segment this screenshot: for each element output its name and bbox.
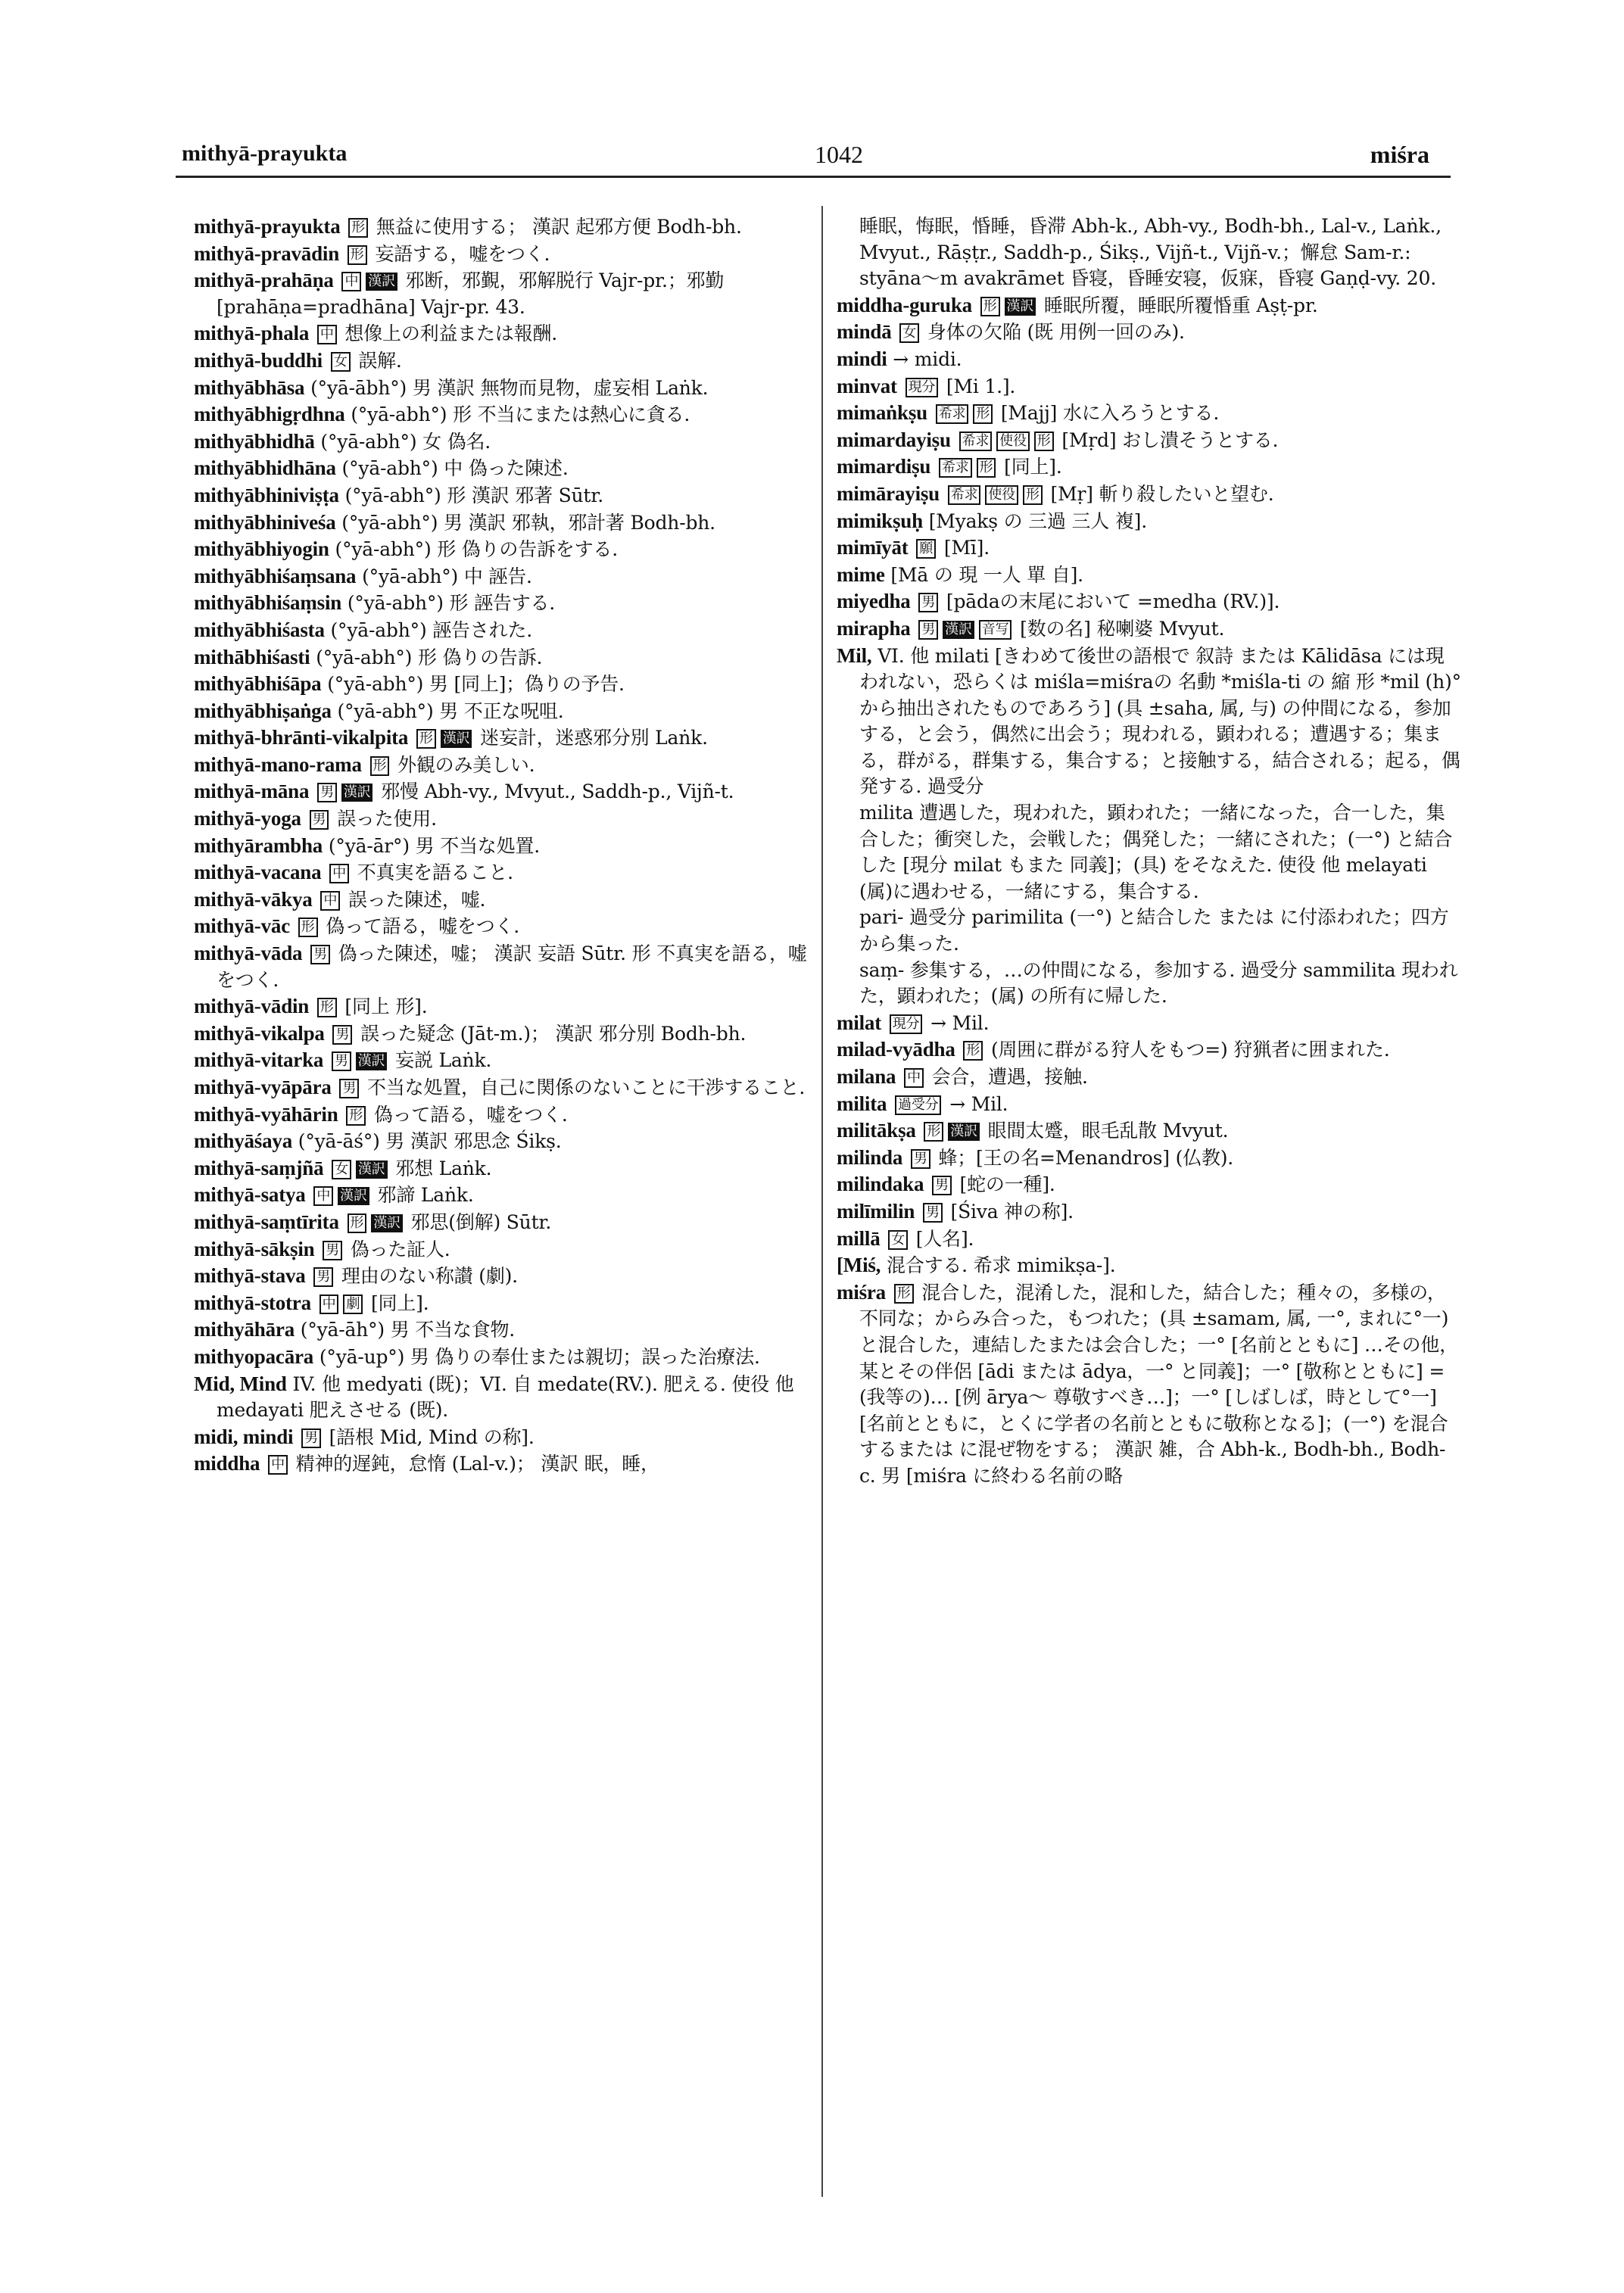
grammar-tag: 漢訳 [1005, 298, 1036, 316]
headword: mithyā-pravādin [194, 241, 340, 265]
definition-text: 精神的遅鈍，怠惰 (Lal-v.)； 漢訳 眠，睡， [289, 1453, 659, 1475]
headword: mithyā-satya [194, 1183, 306, 1207]
definition-text: 想像上の利益または報酬. [338, 322, 557, 345]
grammar-tag: 男 [310, 945, 330, 964]
grammar-tag: 女 [899, 323, 919, 343]
headword: mithyā-vāda [194, 942, 303, 965]
headword: mithyā-mano-rama [194, 752, 362, 776]
headword: milita [837, 1092, 887, 1115]
definition-text: [pādaの末尾において =medha (RV.)]. [940, 590, 1280, 613]
dictionary-entry [837, 453, 1461, 481]
dictionary-entry [837, 1145, 1461, 1172]
definition-text: 誤った使用. [331, 808, 437, 830]
dictionary-entry [194, 213, 815, 241]
dictionary-entry [194, 1155, 815, 1182]
definition-text: [Mi 1.]. [940, 375, 1016, 397]
definition-text: [数の名] 秘喇婆 Mvyut. [1014, 617, 1225, 640]
definition-text: (°yā-abh°) 形 偽りの告訴. [316, 646, 543, 668]
definition-text: 睡眠所覆，睡眠所覆惛重 Aṣṭ-pr. [1038, 294, 1318, 316]
grammar-tag: 希求 [959, 431, 993, 451]
definition-text: (°yā-abh°) 形 誣告する. [347, 592, 556, 615]
dictionary-entry [194, 886, 815, 914]
grammar-tag: 中 [317, 325, 337, 344]
dictionary-entry [837, 1117, 1461, 1145]
dictionary-entry [194, 1182, 815, 1209]
dictionary-entry [194, 482, 815, 509]
grammar-tag: 形 [348, 245, 367, 265]
headword: mimīyāt [837, 536, 909, 559]
headword: mimārayiṣu [837, 481, 940, 505]
grammar-tag: 男 [323, 1241, 342, 1260]
definition-text: [Mṛd] おし潰そうとする. [1055, 428, 1279, 451]
definition-text: 偽って語る，嘘をつく. [320, 915, 520, 938]
definition-text: [蛇の一種]. [953, 1173, 1055, 1196]
definition-text: → Mil. [943, 1092, 1008, 1115]
definition-text: [同上]. [365, 1291, 429, 1314]
dictionary-entry [837, 1279, 1461, 1490]
grammar-tag: 女 [888, 1230, 908, 1250]
headword: millā [837, 1226, 881, 1250]
headword: mithyā-vitarka [194, 1048, 324, 1072]
dictionary-entry [194, 993, 815, 1020]
dictionary-entry [194, 1236, 815, 1263]
dictionary-entry [194, 1344, 815, 1371]
dictionary-entry [837, 292, 1461, 319]
definition-text: (°yā-abh°) 男 [同上]；偽りの予告. [327, 673, 625, 696]
grammar-tag: 漢訳 [341, 784, 373, 802]
definition-text: (周囲に群がる狩人をもつ=) 狩猟者に囲まれた. [985, 1039, 1390, 1061]
headword: milana [837, 1065, 896, 1088]
definition-text: 妄語する，嘘をつく. [369, 242, 550, 265]
definition-text: 偽った陳述，嘘； 漢訳 妄語 Sūtr. 形 不真実を語る，嘘をつく. [217, 942, 807, 991]
headword: mimardayiṣu [837, 428, 951, 451]
headword: mimikṣuḥ [837, 509, 923, 532]
dictionary-entry [194, 778, 815, 805]
dictionary-entry [194, 1371, 815, 1424]
dictionary-entry [837, 427, 1461, 454]
grammar-tag: 漢訳 [371, 1214, 403, 1232]
headword: mithyā-yoga [194, 807, 301, 830]
headword: mithābhiśasti [194, 645, 310, 668]
definition-text: 混合した，混淆した，混和した，結合した；種々の，多様の，不同な；からみ合った，もつれた；(具 ±samam, 属, 一°, まれに°一) と混合した，連結したまたは会合した；一° [名前とともに] …その他，某とその伴侶 [ādi または ādya，一° と同義]；一° [敬称とともに] =(我等の)… [例 ārya〜 尊敬すべき…]；一° [しばしば，時として°一] [名前とともに，とくに学者の名前とともに敬称となる]；(一°) を混合するまたは に混ぜ物をする； 漢訳 雑，合 Abh-k., Bodh-bh., Bodh-c. 男 [miśra に終わる名前の略 [859, 1281, 1458, 1487]
grammar-tag: 中 [313, 1186, 333, 1206]
grammar-tag: 男 [301, 1428, 321, 1448]
dictionary-entry [194, 320, 815, 347]
grammar-tag: 男 [918, 620, 938, 640]
definition-text: 理由のない称讃 (劇). [335, 1265, 518, 1288]
headword: mithyārambha [194, 833, 323, 857]
dictionary-entry [194, 241, 815, 268]
grammar-tag: 使役 [996, 431, 1030, 451]
headword: mithyābhiśasta [194, 618, 325, 641]
definition-text: (°yā-ār°) 男 不当な処置. [328, 834, 540, 857]
headword: Mil, [837, 643, 872, 667]
dictionary-entry [837, 1064, 1461, 1091]
headword: mithyopacāra [194, 1344, 314, 1368]
grammar-tag: 中 [320, 891, 340, 911]
definition-text: [語根 Mid, Mind の称]. [323, 1425, 535, 1448]
headword: middha [194, 1452, 260, 1475]
grammar-tag: 希求 [948, 485, 981, 505]
definition-text: pari- 過受分 parimilita (一°) と結合した または に付添われた；四方から集った. [859, 906, 1449, 955]
headword: mithyā-bhrānti-vikalpita [194, 726, 409, 749]
headword: Mid, Mind [194, 1372, 287, 1395]
headword: milat [837, 1011, 881, 1034]
page-number: 1042 [815, 141, 863, 168]
headword: mithyābhiśaṃsin [194, 591, 342, 615]
definition-text: (°yā-abh°) 誣告された. [330, 618, 532, 641]
dictionary-entry [837, 1010, 1461, 1037]
grammar-tag: 男 [332, 1025, 352, 1045]
definition-text: 誤った疑念 (Jāt-m.)； 漢訳 邪分別 Bodh-bh. [354, 1022, 747, 1045]
dictionary-entry [194, 347, 815, 375]
grammar-tag: 漢訳 [356, 1161, 388, 1179]
headword: mithyābhidhāna [194, 456, 336, 480]
grammar-tag: 形 [963, 1041, 983, 1061]
headword: mithyā-vyāpāra [194, 1076, 332, 1098]
definition-text: milita 遭遇した，現われた，顕われた；一緒になった，合一した，集合した；衝突した，会戦した；偶発した；一緒にされた；(一°) と結合した [現分 milat もまた 同義]；(具) をそなえた. 使役 他 melayati (属)に遇わせる，一緒にする，集合する. [859, 802, 1453, 902]
dictionary-entry [194, 671, 815, 698]
dictionary-entry [194, 1290, 815, 1317]
definition-text: 邪慢 Abh-vy., Mvyut., Saddh-p., Vijñ-t. [375, 780, 734, 803]
definition-text: [同上]. [998, 456, 1062, 478]
dictionary-entry [194, 1020, 815, 1048]
grammar-tag: 中 [320, 1294, 339, 1314]
definition-text: 邪想 Laṅk. [389, 1157, 492, 1179]
dictionary-entry [837, 643, 1461, 801]
headword: mindā [837, 320, 892, 344]
headword: mithyābhiniveśa [194, 510, 336, 534]
grammar-tag: 漢訳 [366, 273, 397, 291]
headword: mirapha [837, 616, 911, 640]
headword: midi, mindi [194, 1425, 294, 1448]
grammar-tag: 漢訳 [441, 730, 472, 748]
definition-text: [Mṛ] 斬り殺したいと望む. [1044, 482, 1274, 505]
headword: mithyābhiṣaṅga [194, 699, 332, 722]
running-head-left: mithyā-prayukta [182, 141, 348, 166]
grammar-tag: 形 [298, 918, 318, 937]
headword: mithyābhiyogin [194, 537, 329, 561]
dictionary-entry [837, 346, 1461, 373]
dictionary-entry [194, 1128, 815, 1155]
grammar-tag: 中 [904, 1068, 924, 1088]
grammar-tag: 形 [317, 998, 337, 1017]
definition-text: (°yā-abh°) 中 偽った陳述. [341, 457, 569, 480]
definition-text: [Mī]. [938, 537, 990, 559]
dictionary-entry [194, 428, 815, 456]
dictionary-entry [837, 1171, 1461, 1198]
grammar-tag: 中 [341, 272, 361, 291]
headword: mithyā-vādin [194, 995, 310, 1018]
headword: mithyābhiniviṣṭa [194, 483, 339, 506]
grammar-tag: 形 [924, 1122, 943, 1142]
dictionary-entry [194, 536, 815, 563]
dictionary-entry [837, 481, 1461, 508]
grammar-tag: 形 [973, 404, 993, 424]
dictionary-entry [837, 1252, 1461, 1279]
definition-text: [Śiva 神の称]. [944, 1200, 1074, 1223]
dictionary-entry [194, 375, 815, 402]
dictionary-entry [194, 724, 815, 752]
dictionary-entry [837, 1036, 1461, 1064]
headword: miyedha [837, 590, 911, 613]
definition-text: 邪諦 Laṅk. [371, 1184, 474, 1207]
column-divider [821, 206, 823, 2197]
definition-text: (°yā-abh°) 男 不正な呪咀. [337, 699, 564, 722]
headword: mimardiṣu [837, 455, 931, 478]
dictionary-entry [194, 1424, 815, 1451]
headword: milindaka [837, 1173, 924, 1196]
dictionary-entry [837, 562, 1461, 589]
grammar-tag: 男 [911, 1149, 930, 1169]
grammar-tag: 現分 [890, 1014, 923, 1034]
headword: mithyā-phala [194, 322, 310, 345]
definition-text: 不真実を語ること. [351, 861, 513, 884]
headword: mithyābhigṛdhna [194, 403, 345, 426]
definition-text: (°yā-abh°) 形 不当にまたは熱心に貪る. [351, 403, 690, 426]
headword: mithyābhidhā [194, 429, 315, 453]
definition-text: (°yā-abh°) 男 漢訳 邪執，邪計著 Bodh-bh. [341, 511, 715, 534]
headword: mithyā-prayukta [194, 215, 341, 238]
dictionary-entry [837, 615, 1461, 643]
definition-text: 不当な処置，自己に関係のないことに干渉すること. [361, 1076, 806, 1098]
grammar-tag: 使役 [985, 485, 1018, 505]
dictionary-entry [194, 752, 815, 779]
dictionary-entry [194, 1209, 815, 1236]
dictionary-entry [194, 1450, 815, 1478]
grammar-tag: 男 [932, 1176, 952, 1195]
definition-text: 誤解. [352, 349, 402, 372]
dictionary-entry [194, 644, 815, 671]
grammar-tag: 男 [313, 1267, 333, 1287]
definition-text: [Mā の 現 一人 單 自]. [890, 563, 1083, 586]
headword: mithyā-stava [194, 1264, 306, 1288]
headword: mithyā-vacana [194, 861, 322, 884]
definition-text: [人名]. [910, 1227, 974, 1250]
headword: mimaṅkṣu [837, 401, 927, 425]
definition-text: 邪思(倒解) Sūtr. [404, 1210, 552, 1233]
headword: [Miś, [837, 1254, 881, 1277]
grammar-tag: 希求 [936, 404, 969, 424]
grammar-tag: 現分 [906, 378, 939, 397]
grammar-tag: 形 [348, 218, 368, 238]
definition-text: 蜂；[王の名=Menandros] (仏教). [932, 1146, 1234, 1169]
headword: milīmilin [837, 1199, 915, 1223]
left-column [194, 213, 815, 1478]
grammar-tag: 形 [348, 1213, 367, 1233]
dictionary-entry [194, 1101, 815, 1129]
definition-text: VI. 他 milati [きわめて後世の語根で 叙詩 または Kālidāsa には現われない，恐らくは miśla=miśraの 名動 *miśla-ti の 縮 形 *mil (h)° から抽出されたものであろう] (具 ±saha, 属, 与) の仲間になる，参加する，と会う，偶然に出会う；現われる，顕われる；遭遇する；集まる，群がる，群集する，集合する；と接触する，結合される；起る，偶発する. 過受分 [859, 644, 1461, 798]
right-column [837, 213, 1461, 1490]
grammar-tag: 形 [894, 1284, 914, 1304]
definition-text: [同上 形]. [338, 995, 428, 1018]
definition-text: saṃ- 参集する，…の仲間になる，参加する. 過受分 sammilita 現われた，顕われた；(属) の所有に帰した. [859, 958, 1458, 1008]
headword: miśra [837, 1280, 886, 1304]
definition-text: (°yā-abh°) 形 漢訳 邪著 Sūtr. [344, 484, 604, 506]
definition-text: [Majj] 水に入ろうとする. [995, 402, 1220, 425]
dictionary-entry [194, 859, 815, 886]
grammar-tag: 過受分 [895, 1095, 941, 1115]
definition-text: 邪断，邪覲，邪解脱行 Vajr-pr.；邪勤 [prahāṇa=pradhāna] Vajr-pr. 43. [217, 269, 725, 318]
grammar-tag: 形 [1034, 431, 1054, 451]
dictionary-entry [837, 319, 1461, 346]
dictionary-entry [194, 1047, 815, 1074]
grammar-tag: 男 [332, 1051, 351, 1071]
definition-text: (°yā-abh°) 中 誣告. [362, 565, 532, 587]
dictionary-entry [837, 588, 1461, 615]
definition-text: (°yā-abh°) 女 偽名. [320, 430, 491, 453]
headword: minvat [837, 374, 897, 397]
running-head-right: miśra [1370, 141, 1429, 168]
dictionary-entry [194, 509, 815, 537]
headword: mindi [837, 347, 887, 370]
dictionary-entry [194, 698, 815, 725]
headword: mithyā-vāc [194, 914, 290, 938]
headword: mithyāhāra [194, 1318, 295, 1341]
dictionary-entry [194, 590, 815, 617]
grammar-tag: 漢訳 [338, 1187, 369, 1205]
grammar-tag: 漢訳 [356, 1052, 388, 1070]
grammar-tag: 形 [980, 297, 1000, 316]
dictionary-entry [194, 401, 815, 428]
headword: milad-vyādha [837, 1038, 955, 1061]
headword: mithyā-prahāṇa [194, 269, 334, 292]
headword: middha-guruka [837, 293, 972, 316]
definition-text: 混合する. 希求 mimikṣa-]. [886, 1254, 1116, 1277]
dictionary-entry [837, 508, 1461, 535]
grammar-tag: 劇 [343, 1294, 363, 1314]
dictionary-entry [837, 373, 1461, 400]
definition-text: IV. 他 medyati (既)；VI. 自 medate(RV.). 肥える. 使役 他 medayati 肥えさせる (既). [217, 1372, 794, 1422]
headword: mithyā-stotra [194, 1291, 311, 1314]
dictionary-entry [194, 267, 815, 320]
grammar-tag: 形 [416, 729, 436, 749]
definition-text: (°yā-abh°) 形 偽りの告訴をする. [335, 538, 618, 561]
grammar-tag: 女 [331, 352, 351, 372]
headword: mithyābhiśāpa [194, 672, 322, 696]
dictionary-entry [194, 1074, 815, 1101]
headword: militākṣa [837, 1119, 916, 1142]
headword: mithyābhāsa [194, 375, 305, 399]
dictionary-entry [194, 833, 815, 860]
dictionary-entry [194, 913, 815, 940]
definition-text: (°yā-ābh°) 男 漢訳 無物而見物，虚妄相 Laṅk. [310, 376, 709, 399]
definition-text: 睡眠，悔眠，惛睡，昏滞 Abh-k., Abh-vy., Bodh-bh., Lal-v., Laṅk., Mvyut., Rāṣṭr., Saddh-p., Śikṣ., Vijñ-t., Vijñ-v.；懈怠 Sam-r.: styāna〜m avakrāmet 昏寝，昏睡安寝，仮寐，昏寝 Gaṇḍ-vy. 20. [859, 215, 1442, 290]
grammar-tag: 形 [1023, 485, 1043, 505]
grammar-tag: 女 [332, 1160, 351, 1179]
grammar-tag: 中 [329, 864, 349, 883]
headword: mithyā-vākya [194, 887, 313, 911]
dictionary-entry [837, 213, 1461, 292]
grammar-tag: 男 [923, 1203, 943, 1223]
grammar-tag: 男 [339, 1079, 359, 1098]
headword: mithyā-māna [194, 780, 310, 803]
grammar-tag: 中 [268, 1455, 288, 1475]
headword: mithyā-saṃjñā [194, 1156, 324, 1179]
dictionary-entry [194, 617, 815, 644]
dictionary-entry [194, 563, 815, 590]
dictionary-entry [837, 905, 1461, 957]
definition-text: → Mil. [924, 1011, 990, 1034]
grammar-tag: 形 [370, 756, 390, 776]
header-rule [176, 176, 1451, 178]
definition-text: 眼間太蹙，眼毛乱散 Mvyut. [981, 1120, 1229, 1142]
grammar-tag: 形 [346, 1106, 366, 1126]
dictionary-entry [837, 800, 1461, 905]
definition-text: (°yā-up°) 男 偽りの奉仕または親切；誤った治療法. [319, 1345, 760, 1368]
dictionary-entry [194, 455, 815, 482]
grammar-tag: 男 [317, 783, 337, 802]
grammar-tag: 男 [310, 810, 329, 830]
headword: milinda [837, 1145, 903, 1169]
grammar-tag: 男 [918, 593, 938, 612]
dictionary-entry [194, 1316, 815, 1344]
dictionary-entry [194, 1263, 815, 1290]
dictionary-entry [194, 940, 815, 993]
definition-text: (°yā-āh°) 男 不当な食物. [300, 1319, 515, 1341]
grammar-tag: 願 [916, 539, 936, 559]
definition-text: 会合，遭遇，接触. [925, 1066, 1088, 1088]
definition-text: (°yā-āś°) 男 漢訳 邪思念 Śikṣ. [298, 1130, 562, 1153]
grammar-tag: 形 [977, 458, 996, 478]
grammar-tag: 漢訳 [943, 621, 974, 639]
grammar-tag: 漢訳 [948, 1123, 980, 1141]
definition-text: 偽って語る，嘘をつく. [368, 1103, 568, 1126]
headword: mithyābhiśaṃsana [194, 564, 357, 587]
definition-text: 誤った陳述，嘘. [342, 888, 486, 911]
dictionary-entry [194, 805, 815, 833]
headword: mithyā-buddhi [194, 348, 323, 372]
definition-text: 身体の欠陥 (既 用例一回のみ). [921, 321, 1185, 344]
grammar-tag: 希求 [939, 458, 972, 478]
grammar-tag: 音写 [979, 620, 1012, 640]
headword: mime [837, 562, 885, 586]
definition-text: 妄説 Laṅk. [389, 1049, 492, 1072]
dictionary-entry [837, 1226, 1461, 1253]
headword: mithyāśaya [194, 1129, 293, 1153]
dictionary-entry [837, 958, 1461, 1010]
headword: mithyā-sākṣin [194, 1237, 315, 1260]
definition-text: 外観のみ美しい. [391, 753, 535, 776]
dictionary-entry [837, 1091, 1461, 1118]
dictionary-entry [837, 1198, 1461, 1226]
definition-text: 偽った証人. [344, 1238, 450, 1260]
headword: mithyā-vyāhārin [194, 1102, 338, 1126]
dictionary-entry [837, 400, 1461, 427]
definition-text: 無益に使用する； 漢訳 起邪方便 Bodh-bh. [370, 216, 742, 238]
headword: mithyā-vikalpa [194, 1021, 325, 1045]
definition-text: [Myakṣ の 三過 三人 複]. [928, 509, 1147, 532]
dictionary-entry [837, 534, 1461, 562]
definition-text: → midi. [893, 347, 962, 370]
definition-text: 迷妄計，迷惑邪分別 Laṅk. [474, 727, 708, 749]
headword: mithyā-saṃtīrita [194, 1210, 339, 1233]
